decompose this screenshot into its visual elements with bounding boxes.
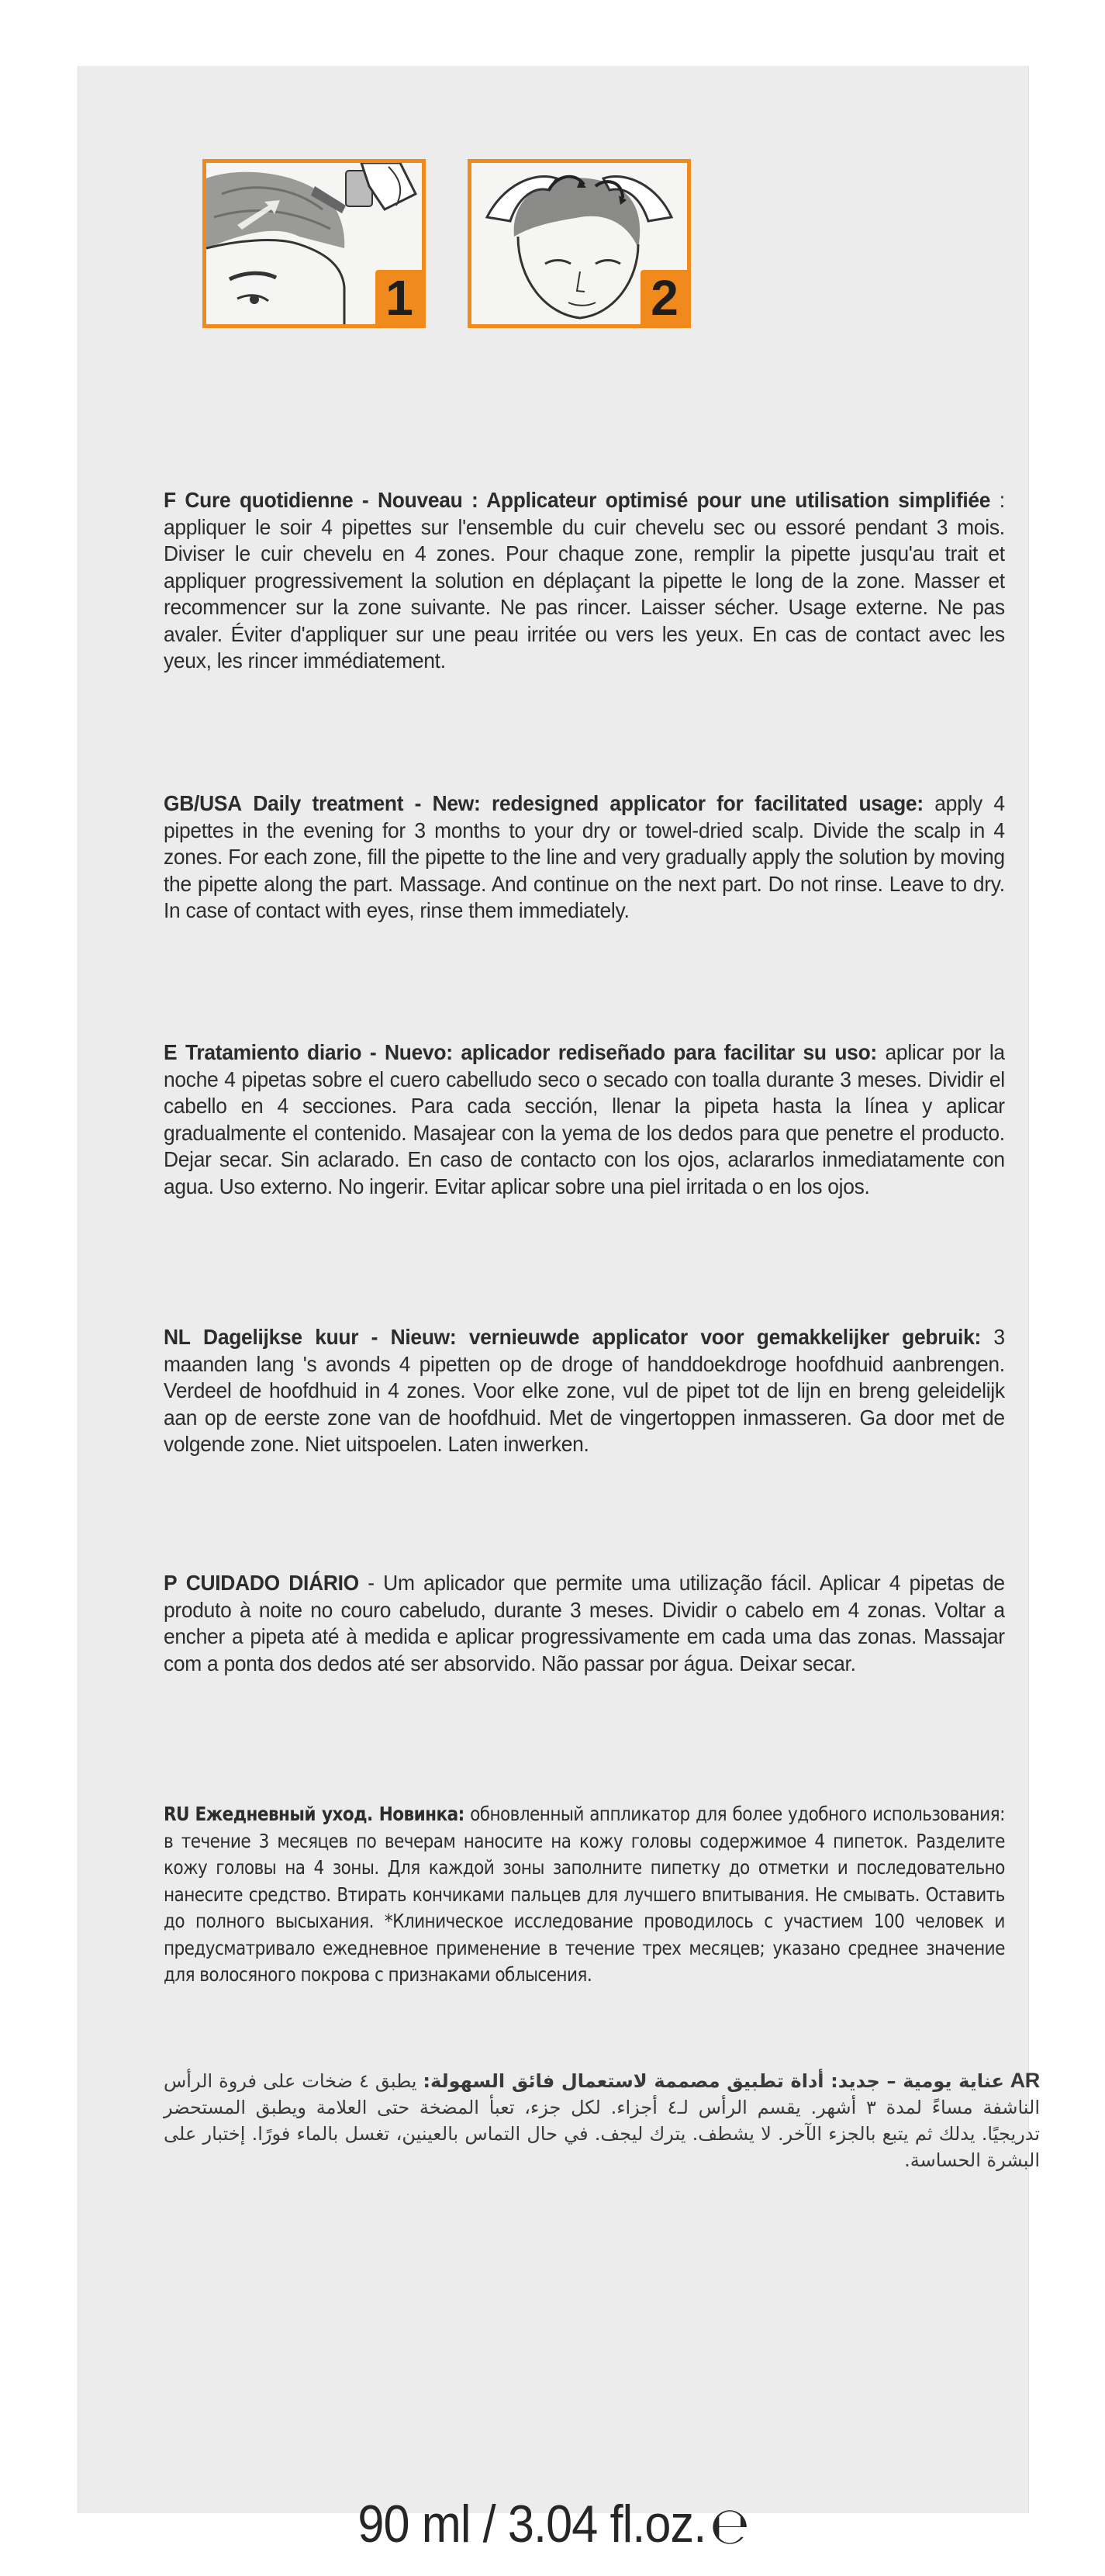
section-body: 3 maanden lang 's avonds 4 pipetten op de droge of handdoekdroge hoofdhuid aanbrengen. Verdeel de hoofdhuid in 4 zones. Voor elke zone, vul de pipet tot de lijn en breng geleidelijk aan op de eerste zone van de hoofdhuid. Met de vingertoppen inmasseren. Ga door met de volgende zone. Niet uitspoelen. Laten inwerken.: [164, 1325, 1005, 1456]
section-body: - Um aplicador que permite uma utilização fácil. Aplicar 4 pipetas de produto à noite no couro cabeludo, durante 3 meses. Dividir o cabelo em 4 zonas. Voltar a encher a pipeta até à medida e aplicar progressivamente em cada uma das zonas. Massajar com a ponta dos dedos até ser absorvido. Não passar por água. Deixar secar.: [164, 1571, 1005, 1675]
section-body: aplicar por la noche 4 pipetas sobre el cuero cabelludo seco o secado con toalla durante 3 meses. Dividir el cabello en 4 secciones. Para cada sección, llenar la pipeta hasta la línea y aplicar gradualmente el contenido. Masajear con la yema de los dedos para que penetre el producto. Dejar secar. Sin aclarado. En caso de contacto con los ojos, aclararlos inmediatamente con agua. Uso externo. No ingerir. Evitar aplicar sobre una piel irritada o en los ojos.: [164, 1040, 1005, 1198]
section-code: F: [164, 488, 176, 512]
volume-text: 90 ml / 3.04 fl.oz.: [357, 2495, 706, 2554]
section-heading: Cure quotidienne - Nouveau : Applicateur optimisé pour une utilisation simplifiée: [185, 488, 991, 512]
instructions-nl: [164, 1324, 1005, 1458]
section-heading: عناية يومية – جديد: أداة تطبيق مصممة لاستعمال فائق السهولة:: [423, 2070, 1004, 2092]
instructions-es: [164, 1039, 1005, 1200]
instructions-en: [164, 790, 1005, 925]
step-number-badge: 2: [641, 270, 689, 326]
package-panel: [78, 66, 1040, 2556]
section-body: обновленный аппликатор для более удобного использования: в течение 3 месяцев по вечерам наносите на кожу головы содержимое 4 пипеток. Разделите кожу головы на 4 зоны. Для каждой зоны заполните пипетку до отметки и последовательно нанесите средство. Втирать кончиками пальцев для лучшего впитывания. Не смывать. Оставить до полного высыхания. *Клиническое исследование проводилось с участием 100 человек и предусматривало ежедневное применение в течение трех месяцев; указано среднее значение для волосяного покрова с признаками облысения.: [164, 1803, 1005, 1986]
estimate-sign-icon: ℮: [710, 2496, 749, 2556]
section-code: NL: [164, 1325, 191, 1349]
step-1-illustration: [202, 159, 426, 328]
section-heading: Tratamiento diario - Nuevo: aplicador rediseñado para facilitar su uso:: [185, 1040, 877, 1064]
section-body: apply 4 pipettes in the evening for 3 months to your dry or towel-dried scalp. Divide the scalp in 4 zones. For each zone, fill the pipette to the line and very gradually apply the solution by moving the pipette along the part. Massage. And continue on the next part. Do not rinse. Leave to dry. In case of contact with eyes, rinse them immediately.: [164, 791, 1005, 922]
section-body: يطبق ٤ ضخات على فروة الرأس الناشفة مساءً لمدة ٣ أشهر. يقسم الرأس لـ٤ أجزاء. لكل جزء، تعبأ المضخة حتى العلامة ويطبق المستحضر تدريجيًا. يدلك ثم يتبع بالجزء الآخر. لا يشطف. يترك ليجف. في حال التماس بالعينين، تغسل بالماء فورًا. إختبار على البشرة الحساسة.: [164, 2070, 1040, 2171]
instructions-pt: [164, 1570, 1005, 1677]
step-2-illustration: [468, 159, 691, 328]
section-heading: Daily treatment - New: redesigned applicator for facilitated usage:: [253, 791, 924, 815]
instructions-ar: [164, 2067, 1040, 2173]
instructions-ru: [164, 1801, 1005, 1989]
section-code: GB/USA: [164, 791, 242, 815]
section-code: RU: [164, 1803, 190, 1825]
step-number-badge: 1: [375, 270, 423, 326]
section-heading: Ежедневный уход. Новинка:: [195, 1803, 464, 1825]
net-volume: [126, 2494, 981, 2556]
section-code: P: [164, 1571, 178, 1595]
section-heading: Dagelijkse kuur - Nieuw: vernieuwde applicator voor gemakkelijker gebruik:: [203, 1325, 981, 1349]
section-code: AR: [1010, 2069, 1040, 2092]
instructions-fr: [164, 487, 1005, 675]
section-code: E: [164, 1040, 178, 1064]
section-heading: CUIDADO DIÁRIO: [185, 1571, 359, 1595]
section-body: : appliquer le soir 4 pipettes sur l'ensemble du cuir chevelu sec ou essoré pendant 3 mois. Diviser le cuir chevelu en 4 zones. Pour chaque zone, remplir la pipette jusqu'au trait et appliquer progressivement la solution en déplaçant la pipette le long de la zone. Masser et recommencer sur la zone suivante. Ne pas rincer. Laisser sécher. Usage externe. Ne pas avaler. Éviter d'appliquer sur une peau irritée ou vers les yeux. En cas de contact avec les yeux, les rincer immédiatement.: [164, 488, 1005, 673]
